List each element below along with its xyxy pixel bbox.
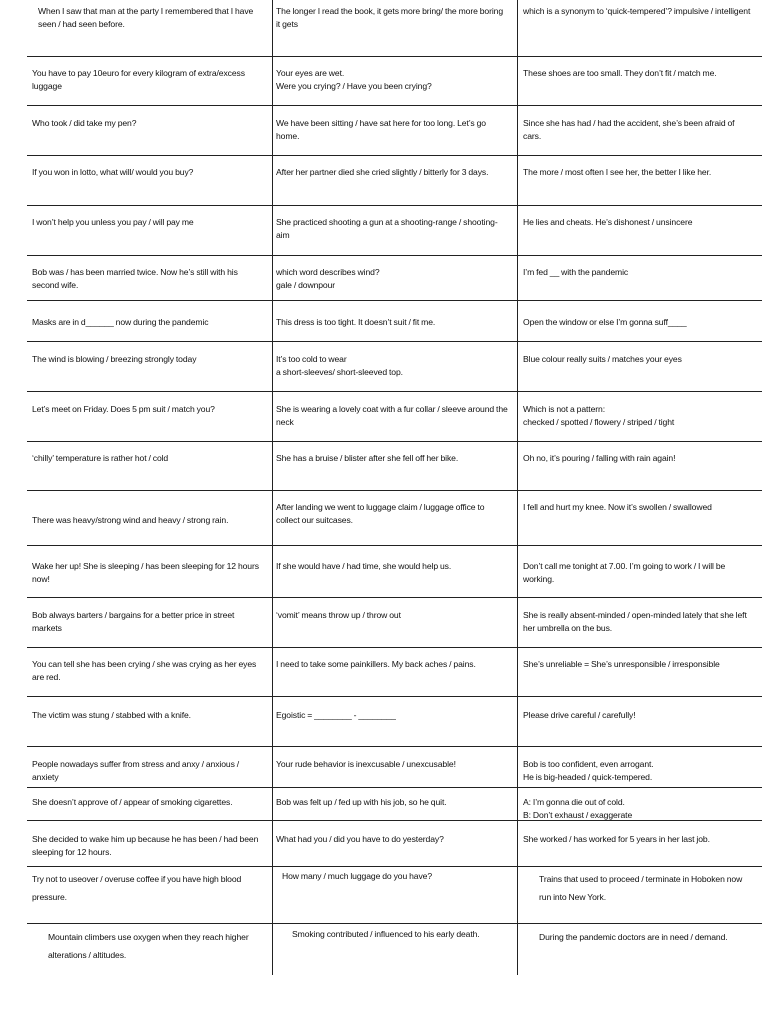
exercise-cell: Bob was / has been married twice. Now he’s still with his second wife. xyxy=(32,267,238,290)
table-row xyxy=(27,501,762,546)
exercise-cell: Don’t call me tonight at 7.00. I’m going to work / I will be working. xyxy=(523,561,726,584)
exercise-cell: You can tell she has been crying / she was crying as her eyes are red. xyxy=(32,659,257,682)
table-row xyxy=(27,316,762,342)
exercise-cell: The victim was stung / stabbed with a knife. xyxy=(32,710,191,720)
exercise-cell: Please drive careful / carefully! xyxy=(523,710,636,720)
table-row xyxy=(27,452,762,491)
exercise-cell: After landing we went to luggage claim / luggage office to collect our suitcases. xyxy=(276,502,485,525)
exercise-cell: This dress is too tight. It doesn’t suit / fit me. xyxy=(276,317,436,327)
exercise-cell: Since she has had / had the accident, she’s been afraid of cars. xyxy=(523,118,735,141)
exercise-cell: Egoistic = ________ - ________ xyxy=(276,710,396,720)
table-row xyxy=(27,5,762,57)
exercise-cell: She practiced shooting a gun at a shooting-range / shooting-aim xyxy=(276,217,498,240)
exercise-cell: Trains that used to proceed / terminate in Hoboken now run into New York. xyxy=(539,874,743,902)
exercise-cell: We have been sitting / have sat here for too long. Let’s go home. xyxy=(276,118,486,141)
exercise-cell: Bob is too confident, even arrogant. He is big-headed / quick-tempered. xyxy=(523,759,654,782)
table-row xyxy=(27,166,762,206)
exercise-cell: Bob was felt up / fed up with his job, so he quit. xyxy=(276,797,447,807)
exercise-cell: There was heavy/strong wind and heavy / strong rain. xyxy=(32,515,229,525)
exercise-cell: Smoking contributed / influenced to his early death. xyxy=(292,929,480,939)
exercise-cell: The more / most often I see her, the better I like her. xyxy=(523,167,712,177)
exercise-cell: How many / much luggage do you have? xyxy=(282,871,433,881)
table-row xyxy=(27,833,762,867)
exercise-cell: Bob always barters / bargains for a better price in street markets xyxy=(32,610,235,633)
exercise-cell: During the pandemic doctors are in need / demand. xyxy=(539,932,728,942)
exercise-cell: ‘vomit’ means throw up / throw out xyxy=(276,610,401,620)
exercise-cell: She worked / has worked for 5 years in her last job. xyxy=(523,834,710,844)
exercise-cell: Oh no, it’s pouring / falling with rain again! xyxy=(523,453,676,463)
exercise-cell: He lies and cheats. He’s dishonest / unsincere xyxy=(523,217,693,227)
exercise-cell: These shoes are too small. They don’t fit / match me. xyxy=(523,68,717,78)
table-row xyxy=(27,266,762,301)
exercise-cell: I’m fed __ with the pandemic xyxy=(523,267,629,277)
table-row xyxy=(27,870,762,924)
table-row xyxy=(27,709,762,747)
exercise-cell: The longer I read the book, it gets more bring/ the more boring it gets xyxy=(276,6,504,29)
exercise-cell: She is really absent-minded / open-minded lately that she left her umbrella on the bus. xyxy=(523,610,747,633)
exercise-cell: What had you / did you have to do yesterday? xyxy=(276,834,444,844)
worksheet-table xyxy=(27,0,762,1000)
table-row xyxy=(27,353,762,392)
exercise-cell: After her partner died she cried slightly / bitterly for 3 days. xyxy=(276,167,489,177)
exercise-cell: The wind is blowing / breezing strongly today xyxy=(32,354,197,364)
table-row xyxy=(27,609,762,648)
exercise-cell: Your eyes are wet. Were you crying? / Have you been crying? xyxy=(276,68,432,91)
exercise-cell: She has a bruise / blister after she fell off her bike. xyxy=(276,453,459,463)
table-row xyxy=(27,658,762,697)
exercise-cell: Try not to useover / overuse coffee if you have high blood pressure. xyxy=(32,874,242,902)
exercise-cell: Which is not a pattern: checked / spotted / flowery / striped / tight xyxy=(523,404,675,427)
exercise-cell: ‘chilly’ temperature is rather hot / cold xyxy=(32,453,169,463)
exercise-cell: Open the window or else I’m gonna suff____ xyxy=(523,317,687,327)
exercise-cell: I fell and hurt my knee. Now it’s swollen / swallowed xyxy=(523,502,712,512)
exercise-cell: If she would have / had time, she would help us. xyxy=(276,561,452,571)
exercise-cell: Blue colour really suits / matches your eyes xyxy=(523,354,682,364)
exercise-cell: Mountain climbers use oxygen when they reach higher alterations / altitudes. xyxy=(48,932,249,960)
exercise-cell: Let’s meet on Friday. Does 5 pm suit / match you? xyxy=(32,404,215,414)
table-row xyxy=(27,560,762,598)
exercise-cell: I need to take some painkillers. My back aches / pains. xyxy=(276,659,476,669)
exercise-cell: She doesn’t approve of / appear of smoking cigarettes. xyxy=(32,797,233,807)
exercise-cell: When I saw that man at the party I remembered that I have seen / had seen before. xyxy=(38,6,254,29)
exercise-cell: She decided to wake him up because he has been / had been sleeping for 12 hours. xyxy=(32,834,259,857)
exercise-cell: Your rude behavior is inexcusable / unexcusable! xyxy=(276,759,456,769)
exercise-cell: She is wearing a lovely coat with a fur collar / sleeve around the neck xyxy=(276,404,508,427)
table-row xyxy=(27,117,762,156)
table-row xyxy=(27,758,762,788)
exercise-cell: A: I’m gonna die out of cold. B: Don’t exhaust / exaggerate xyxy=(523,797,633,820)
table-row xyxy=(27,796,762,821)
exercise-cell: which is a synonym to ‘quick-tempered’? impulsive / intelligent xyxy=(523,6,751,16)
exercise-cell: I won’t help you unless you pay / will pay me xyxy=(32,217,194,227)
exercise-cell: You have to pay 10euro for every kilogram of extra/excess luggage xyxy=(32,68,245,91)
exercise-cell: Masks are in d______ now during the pandemic xyxy=(32,317,209,327)
exercise-cell: If you won in lotto, what will/ would you buy? xyxy=(32,167,194,177)
table-row xyxy=(27,67,762,106)
exercise-cell: Wake her up! She is sleeping / has been sleeping for 12 hours now! xyxy=(32,561,259,584)
exercise-cell: She’s unreliable = She’s unresponsible / irresponsible xyxy=(523,659,720,669)
exercise-cell: It’s too cold to wear a short-sleeves/ short-sleeved top. xyxy=(276,354,403,377)
exercise-cell: which word describes wind? gale / downpour xyxy=(276,267,380,290)
exercise-cell: Who took / did take my pen? xyxy=(32,118,137,128)
table-row xyxy=(27,216,762,256)
table-row xyxy=(27,403,762,442)
table-row xyxy=(27,928,762,975)
exercise-cell: People nowadays suffer from stress and anxy / anxious / anxiety xyxy=(32,759,240,782)
